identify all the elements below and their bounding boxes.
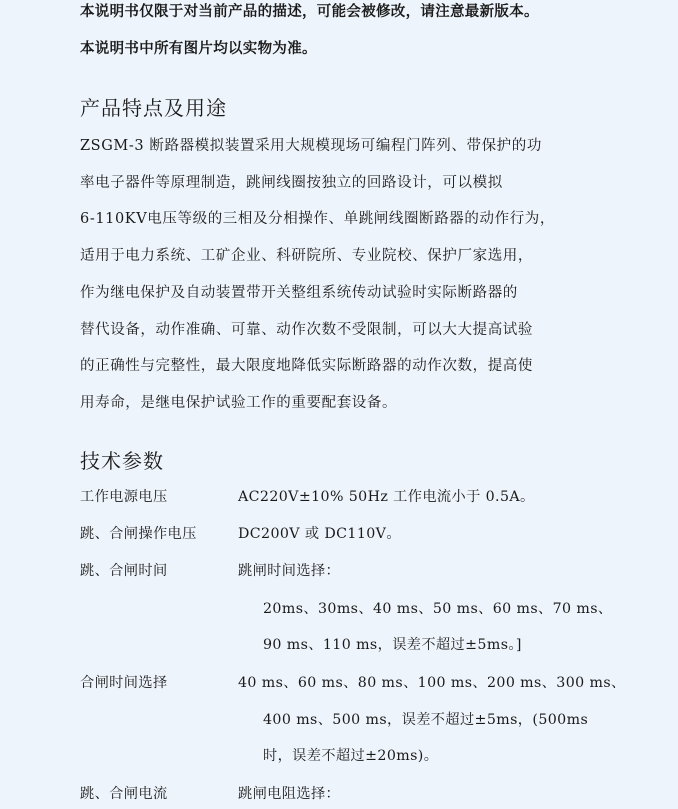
spec-value-close-time-options-2: 400 ms、500 ms，误差不超过±5ms，(500ms [263,712,589,728]
spec-label-power-voltage: 工作电源电压 [80,489,168,505]
paragraph-line: 用寿命，是继电保护试验工作的重要配套设备。 [80,394,398,411]
spec-value-close-time-options-3: 时，误差不超过±20ms)。 [263,748,439,764]
paragraph-line: 适用于电力系统、工矿企业、科研院所、专业院校、保护厂家选用， [80,248,533,265]
spec-value-trip-time-heading: 跳闸时间选择： [238,563,341,579]
paragraph-line: 的正确性与完整性，最大限度地降低实际断路器的动作次数，提高使 [80,358,533,375]
spec-label-trip-close-current: 跳、合闸电流 [80,786,168,802]
features-paragraph [80,128,580,422]
spec-label-operate-voltage: 跳、合闸操作电压 [80,526,197,542]
spec-label-close-time: 合闸时间选择 [80,675,168,691]
notice-line-1: 本说明书仅限于对当前产品的描述，可能会被修改，请注意最新版本。 [80,4,539,20]
section-title-specs: 技术参数 [80,449,164,473]
spec-label-trip-close-time: 跳、合闸时间 [80,563,168,579]
spec-value-trip-resistance-heading: 跳闸电阻选择： [238,786,341,802]
paragraph-line: 作为继电保护及自动装置带开关整组系统传动试验时实际断路器的 [80,284,518,301]
spec-value-power-voltage: AC220V±10% 50Hz 工作电流小于 0.5A。 [238,489,535,505]
spec-value-trip-time-options-1: 20ms、30ms、40 ms、50 ms、60 ms、70 ms、 [263,601,613,617]
paragraph-line: 率电子器件等原理制造，跳闸线圈按独立的回路设计，可以模拟 [80,174,503,191]
spec-value-operate-voltage: DC200V 或 DC110V。 [238,526,401,542]
paragraph-line: ZSGM-3 断路器模拟装置采用大规模现场可编程门阵列、带保护的功 [80,138,542,154]
notice-line-2: 本说明书中所有图片均以实物为准。 [80,41,317,57]
paragraph-line: 6-110KV电压等级的三相及分相操作、单跳闸线圈断路器的动作行为， [80,211,556,228]
paragraph-line: 替代设备，动作准确、可靠、动作次数不受限制，可以大大提高试验 [80,321,533,338]
spec-value-close-time-options-1: 40 ms、60 ms、80 ms、100 ms、200 ms、300 ms、 [238,675,626,691]
section-title-features: 产品特点及用途 [80,96,227,120]
spec-value-trip-time-options-2: 90 ms、110 ms，误差不超过±5ms。] [263,637,522,653]
